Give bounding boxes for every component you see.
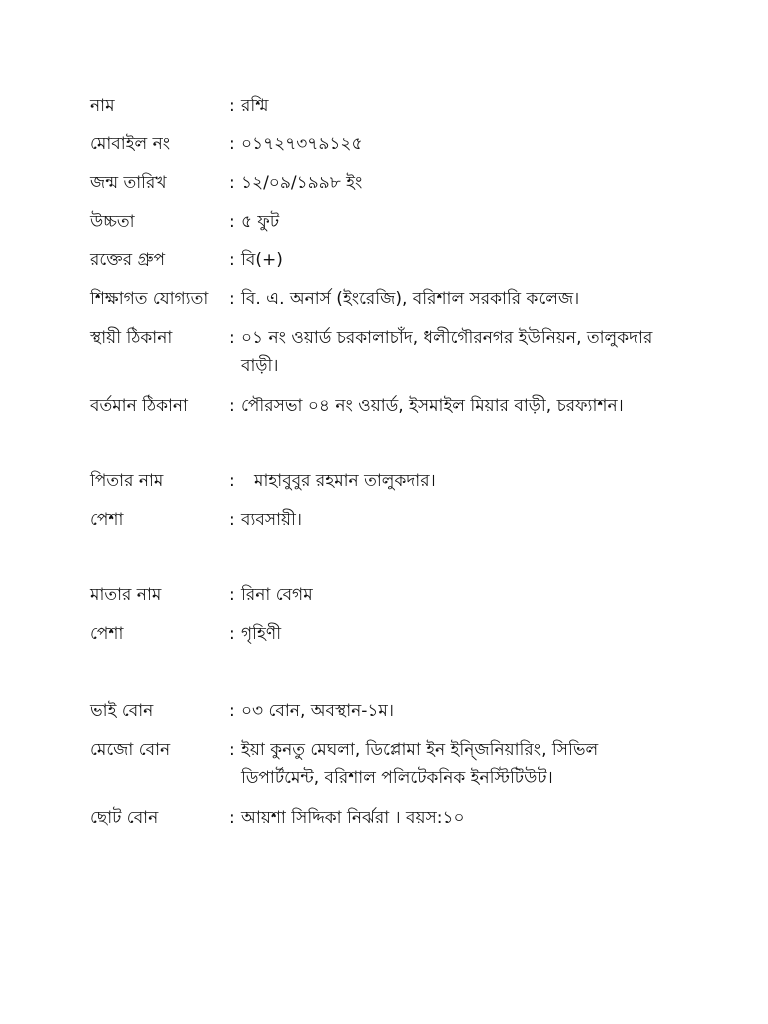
field-value: রশ্মি xyxy=(241,96,269,116)
field-label: উচ্চতা xyxy=(90,212,135,232)
field-label: পেশা xyxy=(90,510,124,530)
field-separator: : xyxy=(229,134,235,154)
field-value: পৌরসভা ০৪ নং ওয়ার্ড, ইসমাইল মিয়ার বাড়ী, চরফ্যাশন। xyxy=(241,396,624,416)
field-separator: : xyxy=(229,701,235,721)
field-value: বি(+) xyxy=(241,250,283,270)
field-value: বি. এ. অনার্স (ইংরেজি), বরিশাল সরকারি কলেজ। xyxy=(241,289,580,309)
field-label: নাম xyxy=(90,96,115,116)
field-value: ০১ নং ওয়ার্ড চরকালাচাঁদ, ধলীগৌরনগর ইউনিয়ন, তালুকদার বাড়ী। xyxy=(241,328,653,376)
field-value: ০৩ বোন, অবস্থান-১ম। xyxy=(241,701,394,721)
field-value: ৫ ফুট xyxy=(241,212,280,232)
field-separator: : xyxy=(229,585,235,605)
field-separator: : xyxy=(229,328,235,348)
field-label: বর্তমান ঠিকানা xyxy=(90,396,188,416)
field-value: মাহাবুবুর রহমান তালুকদার। xyxy=(254,471,436,491)
field-value: আয়শা সিদ্দিকা নির্ঝরা । বয়স:১০ xyxy=(241,808,465,828)
field-label: রক্তের গ্রুপ xyxy=(90,250,166,270)
field-separator: : xyxy=(229,471,235,491)
field-value: ০১৭২৭৩৭৯১২৫ xyxy=(241,134,363,154)
field-label: ছোট বোন xyxy=(90,808,159,828)
field-value: ব্যবসায়ী। xyxy=(241,510,302,530)
field-label: স্থায়ী ঠিকানা xyxy=(90,328,173,348)
field-separator: : xyxy=(229,396,235,416)
field-separator: : xyxy=(229,289,235,309)
field-value: ১২/০৯/১৯৯৮ ইং xyxy=(241,173,363,193)
field-separator: : xyxy=(229,740,235,760)
field-label: পিতার নাম xyxy=(90,471,164,491)
field-label: মাতার নাম xyxy=(90,585,162,605)
field-value: গৃহিণী xyxy=(241,624,282,644)
field-separator: : xyxy=(229,808,235,828)
field-label: পেশা xyxy=(90,624,124,644)
field-label: মোবাইল নং xyxy=(90,134,171,154)
field-separator: : xyxy=(229,212,235,232)
field-value: ইয়া কুনতু মেঘলা, ডিপ্লোমা ইন ইন্জিনিয়ারিং, সিভিল ডিপার্টমেন্ট, বরিশাল পলিটেকনিক ইনস্টিটিউট। xyxy=(241,740,599,788)
field-separator: : xyxy=(229,624,235,644)
field-label: শিক্ষাগত যোগ্যতা xyxy=(90,289,209,309)
field-separator: : xyxy=(229,510,235,530)
field-value: রিনা বেগম xyxy=(241,585,313,605)
field-separator: : xyxy=(229,96,235,116)
field-label: মেজো বোন xyxy=(90,740,171,760)
field-separator: : xyxy=(229,173,235,193)
field-label: ভাই বোন xyxy=(90,701,154,721)
field-label: জন্ম তারিখ xyxy=(90,173,167,193)
field-separator: : xyxy=(229,250,235,270)
